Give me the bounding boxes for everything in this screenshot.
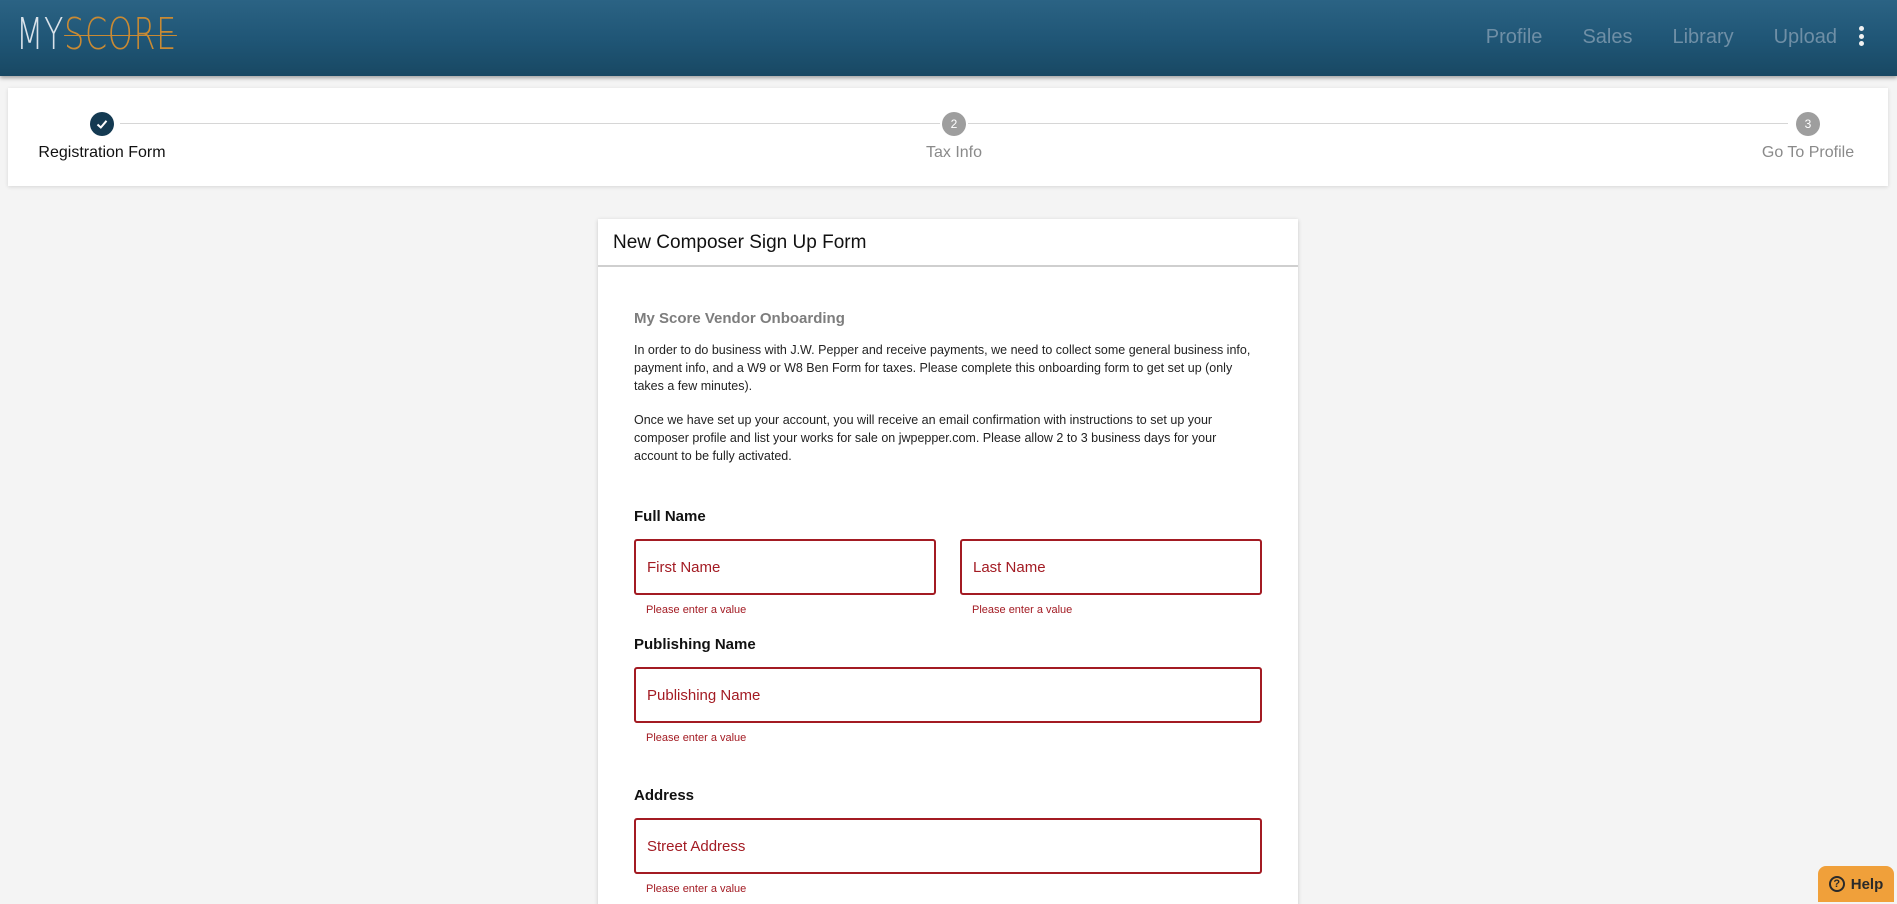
- publishing-name-error: Please enter a value: [646, 732, 747, 744]
- step-label: Tax Info: [925, 144, 983, 161]
- first-name-error: Please enter a value: [646, 604, 747, 616]
- address-label: Address: [634, 787, 695, 804]
- intro-paragraph-1: In order to do business with J.W. Pepper and receive payments, we need to collect some general business info, payment info, and a W9 or W8 Ben Form for taxes. Please complete this onboarding form to get set up (only takes a few minutes).: [634, 343, 1251, 393]
- section-title: My Score Vendor Onboarding: [634, 310, 845, 327]
- street-address-input[interactable]: [634, 818, 1262, 874]
- full-name-label: Full Name: [634, 508, 706, 525]
- last-name-input[interactable]: [960, 539, 1262, 595]
- nav-profile[interactable]: Profile: [1485, 25, 1543, 48]
- step-number: 3: [1796, 112, 1820, 136]
- checkmark-icon: [90, 112, 114, 136]
- step-registration-form[interactable]: [36, 112, 168, 162]
- step-label: Registration Form: [38, 144, 166, 161]
- step-number: 2: [942, 112, 966, 136]
- more-menu-icon[interactable]: [1859, 26, 1865, 46]
- step-connector: [968, 123, 1788, 124]
- publishing-name-label: Publishing Name: [634, 636, 756, 653]
- signup-form-card: [598, 219, 1298, 904]
- last-name-error: Please enter a value: [972, 604, 1073, 616]
- nav-library[interactable]: Library: [1672, 25, 1734, 48]
- publishing-name-input[interactable]: [634, 667, 1262, 723]
- help-label: Help: [1850, 875, 1884, 893]
- form-title: New Composer Sign Up Form: [598, 219, 1298, 267]
- step-label: Go To Profile: [1761, 144, 1855, 161]
- top-navbar: [0, 0, 1897, 76]
- logo-score-text: SCORE: [64, 9, 177, 60]
- help-button[interactable]: [1818, 866, 1894, 902]
- help-icon: ?: [1829, 876, 1845, 892]
- main-nav: [1486, 0, 1837, 74]
- first-name-input[interactable]: [634, 539, 936, 595]
- step-tax-info[interactable]: [904, 112, 1004, 162]
- progress-stepper: [8, 88, 1888, 186]
- street-address-error: Please enter a value: [646, 883, 747, 895]
- step-go-to-profile[interactable]: [1750, 112, 1866, 162]
- intro-paragraph-2: Once we have set up your account, you will receive an email confirmation with instructions to set up your composer profile and list your works for sale on jwpepper.com. Please allow 2 to 3 business days for your account to be fully activated.: [634, 413, 1217, 463]
- my-score-logo[interactable]: [16, 9, 177, 60]
- step-connector: [120, 123, 940, 124]
- nav-sales[interactable]: Sales: [1582, 25, 1633, 48]
- nav-upload[interactable]: Upload: [1773, 25, 1837, 48]
- logo-my-text: MY: [16, 9, 65, 60]
